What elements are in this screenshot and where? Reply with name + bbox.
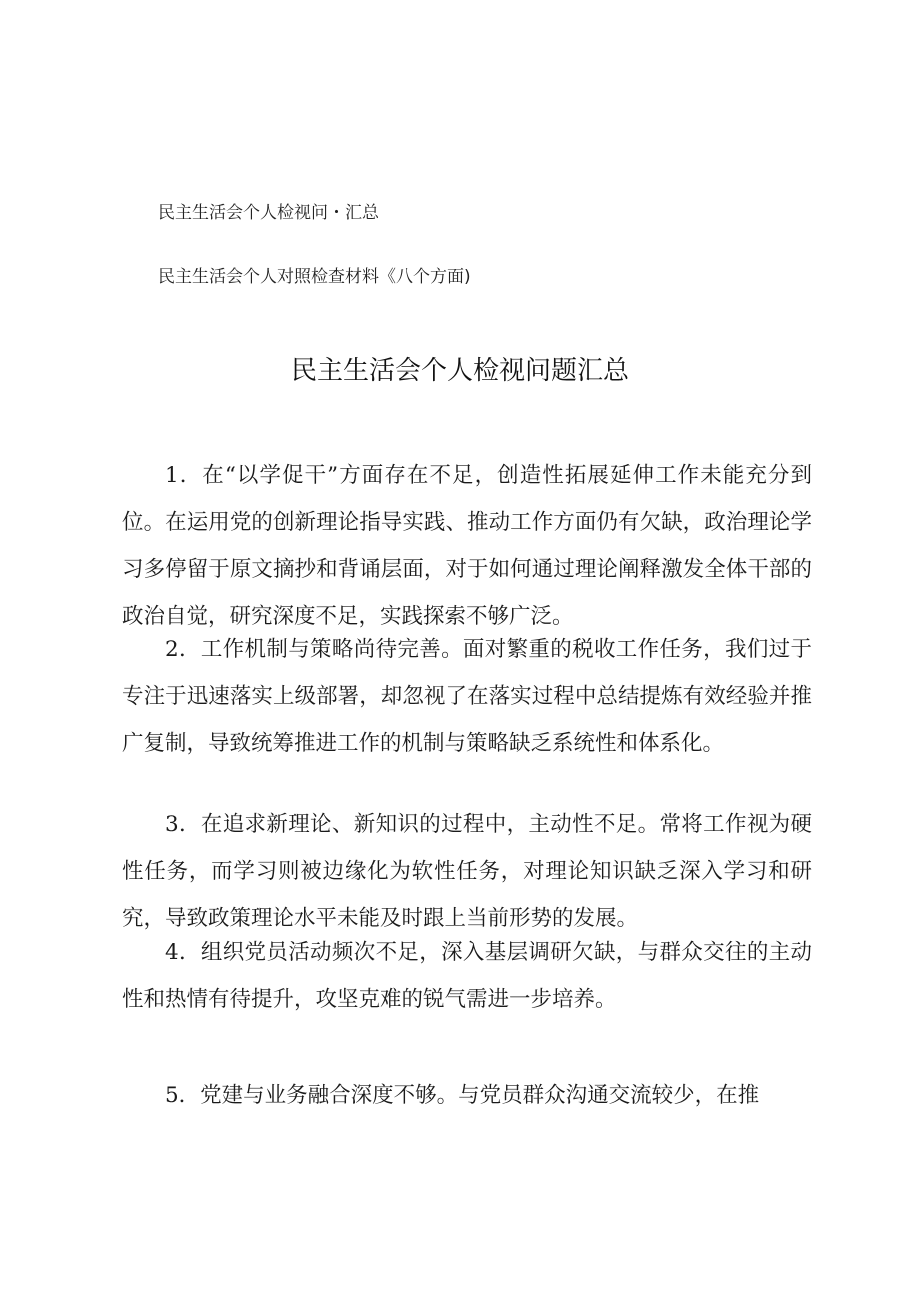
paragraph-5: 5．党建与业务融合深度不够。与党员群众沟通交流较少，在推 (165, 1083, 760, 1108)
header-line-1: 民主生活会个人检视问・汇总 (158, 203, 379, 223)
header-line-2: 民主生活会个人对照检查材料《八个方面) (158, 267, 471, 287)
paragraph-1: 1．在“以学促干”方面存在不足，创造性拓展延伸工作未能充分到位。在运用党的创新理论指导实践、推动工作方面仍有欠缺，政治理论学习多停留于原文摘抄和背诵层面，对于如何通过理论阐释激发全体干部的政治自觉，研究深度不足，实践探索不够广泛。 (122, 463, 812, 629)
document-title: 民主生活会个人检视问题汇总 (290, 356, 629, 386)
paragraph-3: 3．在追求新理论、新知识的过程中，主动性不足。常将工作视为硬性任务，而学习则被边缘化为软性任务，对理论知识缺乏深入学习和研究，导致政策理论水平未能及时跟上当前形势的发展。 (122, 812, 812, 931)
paragraph-2: 2．工作机制与策略尚待完善。面对繁重的税收工作任务，我们过于专注于迅速落实上级部署，却忽视了在落实过程中总结提炼有效经验并推广复制，导致统筹推进工作的机制与策略缺乏系统性和体系化。 (122, 637, 812, 756)
paragraph-4: 4．组织党员活动频次不足，深入基层调研欠缺，与群众交往的主动性和热情有待提升，攻坚克难的锐气需进一步培养。 (122, 940, 812, 1012)
